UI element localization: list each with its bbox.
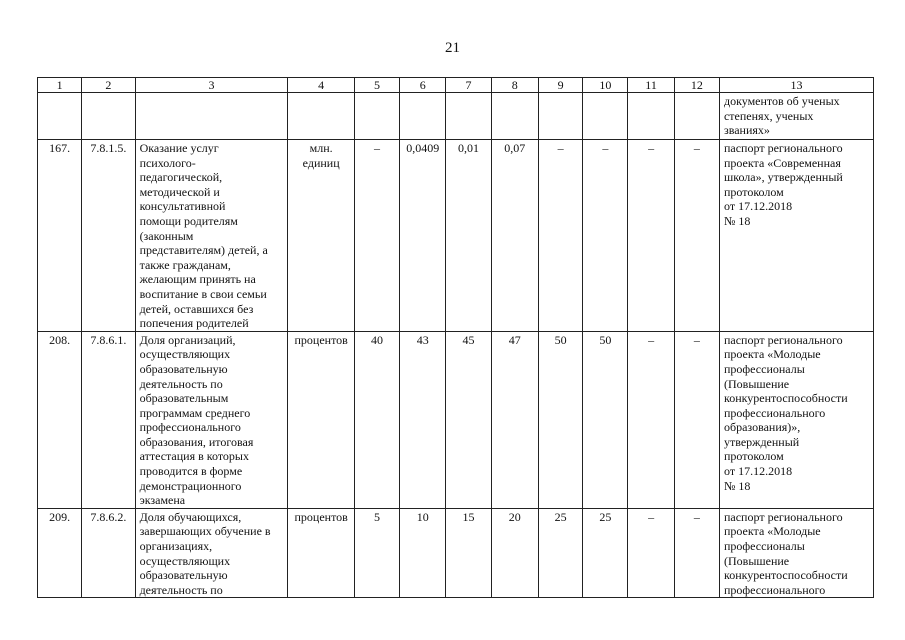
table-cell (354, 93, 399, 140)
value-cell: 25 (538, 508, 582, 598)
value-cell: 20 (491, 508, 538, 598)
value-cell: 47 (491, 331, 538, 508)
table-row (38, 508, 874, 598)
value-cell: – (354, 140, 399, 332)
table-cell (628, 93, 674, 140)
unit-cell: млн. единиц (288, 140, 354, 332)
table-cell (288, 93, 354, 140)
table-row (38, 331, 874, 508)
value-cell: – (674, 331, 719, 508)
value-cell: – (538, 140, 582, 332)
value-cell: 45 (446, 331, 491, 508)
column-number: 8 (491, 78, 538, 93)
value-cell: – (628, 331, 674, 508)
row-number-cell: 209. (38, 508, 82, 598)
column-number: 7 (446, 78, 491, 93)
source-cell: паспорт регионального проекта «Молодые профессионалы (Повышение конкурентоспособности профессионального образования)», утвержденный протоколом от 17.12.2018 № 18 (719, 331, 873, 508)
indicator-code-cell: 7.8.6.2. (82, 508, 135, 598)
source-cell: паспорт регионального проекта «Современная школа», утвержденный протоколом от 17.12.2018 № 18 (719, 140, 873, 332)
indicator-name-cell: Доля обучающихся, завершающих обучение в организациях, осуществляющих образовательную деятельность по (135, 508, 288, 598)
column-number: 11 (628, 78, 674, 93)
value-cell: 5 (354, 508, 399, 598)
table-row (38, 140, 874, 332)
value-cell: 0,0409 (400, 140, 446, 332)
column-number-row (38, 78, 874, 93)
value-cell: – (583, 140, 628, 332)
value-cell: 15 (446, 508, 491, 598)
table-cell (82, 93, 135, 140)
value-cell: – (674, 508, 719, 598)
unit-cell: процентов (288, 331, 354, 508)
table-cell (491, 93, 538, 140)
column-number: 13 (719, 78, 873, 93)
indicators-table (37, 77, 874, 598)
table-cell (583, 93, 628, 140)
table-cell (135, 93, 288, 140)
value-cell: 50 (538, 331, 582, 508)
value-cell: 50 (583, 331, 628, 508)
table-cell (538, 93, 582, 140)
column-number: 6 (400, 78, 446, 93)
source-cell: документов об ученых степенях, ученых званиях» (719, 93, 873, 140)
row-number-cell: 167. (38, 140, 82, 332)
unit-cell: процентов (288, 508, 354, 598)
value-cell: 10 (400, 508, 446, 598)
value-cell: 25 (583, 508, 628, 598)
column-number: 4 (288, 78, 354, 93)
value-cell: 0,01 (446, 140, 491, 332)
value-cell: – (628, 140, 674, 332)
column-number: 12 (674, 78, 719, 93)
page-number: 21 (445, 40, 460, 56)
source-cell: паспорт регионального проекта «Молодые профессионалы (Повышение конкурентоспособности профессионального (719, 508, 873, 598)
column-number: 9 (538, 78, 582, 93)
row-number-cell: 208. (38, 331, 82, 508)
table-cell (446, 93, 491, 140)
indicator-code-cell: 7.8.6.1. (82, 331, 135, 508)
table-cell (400, 93, 446, 140)
continuation-row (38, 93, 874, 140)
value-cell: 40 (354, 331, 399, 508)
table-cell (38, 93, 82, 140)
indicator-name-cell: Оказание услуг психолого- педагогической, методической и консультативной помощи родителям (законным представителям) детей, а также гражданам, желающим принять на воспитание в свои семьи детей, оставшихся без попечения родителей (135, 140, 288, 332)
column-number: 5 (354, 78, 399, 93)
column-number: 10 (583, 78, 628, 93)
indicator-name-cell: Доля организаций, осуществляющих образовательную деятельность по образовательным программам среднего профессионального образования, итоговая аттестация в которых проводится в форме демонстрационного экзамена (135, 331, 288, 508)
value-cell: – (674, 140, 719, 332)
value-cell: 0,07 (491, 140, 538, 332)
value-cell: 43 (400, 331, 446, 508)
column-number: 2 (82, 78, 135, 93)
column-number: 1 (38, 78, 82, 93)
column-number: 3 (135, 78, 288, 93)
table-cell (674, 93, 719, 140)
value-cell: – (628, 508, 674, 598)
indicator-code-cell: 7.8.1.5. (82, 140, 135, 332)
